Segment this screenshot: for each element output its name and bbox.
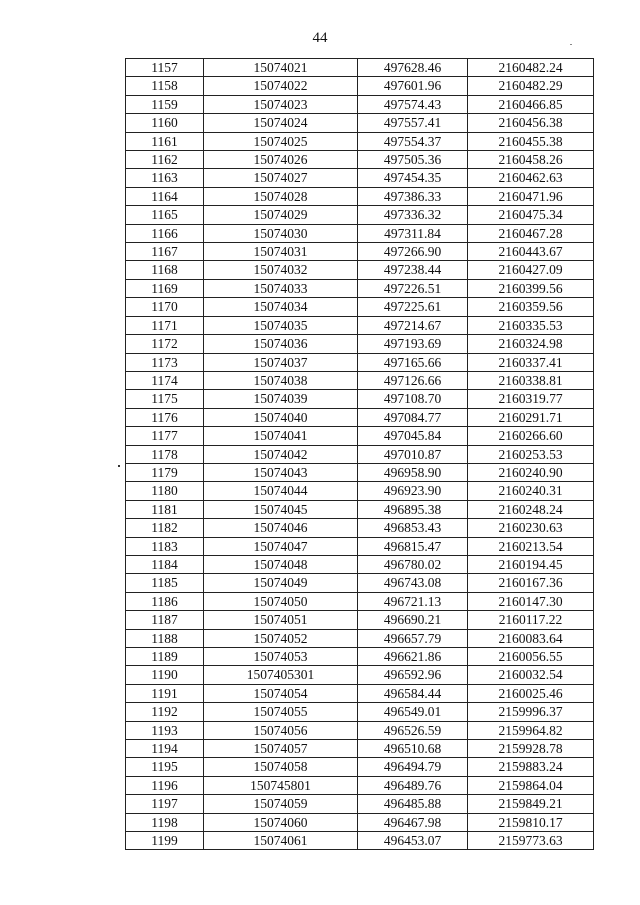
point-number-cell: 1160 xyxy=(126,114,204,132)
point-number-cell: 1172 xyxy=(126,335,204,353)
y-coordinate-cell: 2160291.71 xyxy=(468,408,594,426)
x-coordinate-cell: 496958.90 xyxy=(358,463,468,481)
x-coordinate-cell: 497126.66 xyxy=(358,371,468,389)
x-coordinate-cell: 497628.46 xyxy=(358,59,468,77)
point-number-cell: 1169 xyxy=(126,279,204,297)
y-coordinate-cell: 2160056.55 xyxy=(468,648,594,666)
table-row xyxy=(126,832,594,850)
table-row xyxy=(126,795,594,813)
y-coordinate-cell: 2159996.37 xyxy=(468,703,594,721)
point-number-cell: 1158 xyxy=(126,77,204,95)
y-coordinate-cell: 2160324.98 xyxy=(468,335,594,353)
coordinates-table-body xyxy=(126,59,594,850)
point-code-cell: 15074042 xyxy=(204,445,358,463)
y-coordinate-cell: 2160475.34 xyxy=(468,206,594,224)
y-coordinate-cell: 2159849.21 xyxy=(468,795,594,813)
point-number-cell: 1179 xyxy=(126,463,204,481)
point-number-cell: 1192 xyxy=(126,703,204,721)
table-row xyxy=(126,629,594,647)
y-coordinate-cell: 2160337.41 xyxy=(468,353,594,371)
point-code-cell: 15074043 xyxy=(204,463,358,481)
table-row xyxy=(126,684,594,702)
table-row xyxy=(126,555,594,573)
table-row xyxy=(126,132,594,150)
table-row xyxy=(126,574,594,592)
point-number-cell: 1186 xyxy=(126,592,204,610)
point-code-cell: 15074052 xyxy=(204,629,358,647)
scan-speck xyxy=(570,44,572,45)
y-coordinate-cell: 2160253.53 xyxy=(468,445,594,463)
point-number-cell: 1194 xyxy=(126,740,204,758)
table-row xyxy=(126,261,594,279)
x-coordinate-cell: 496485.88 xyxy=(358,795,468,813)
x-coordinate-cell: 497214.67 xyxy=(358,316,468,334)
table-row xyxy=(126,703,594,721)
y-coordinate-cell: 2160147.30 xyxy=(468,592,594,610)
x-coordinate-cell: 496780.02 xyxy=(358,555,468,573)
point-number-cell: 1177 xyxy=(126,427,204,445)
table-row xyxy=(126,666,594,684)
y-coordinate-cell: 2160335.53 xyxy=(468,316,594,334)
x-coordinate-cell: 497045.84 xyxy=(358,427,468,445)
point-code-cell: 15074036 xyxy=(204,335,358,353)
point-number-cell: 1168 xyxy=(126,261,204,279)
x-coordinate-cell: 497311.84 xyxy=(358,224,468,242)
point-code-cell: 15074024 xyxy=(204,114,358,132)
table-row xyxy=(126,500,594,518)
table-row xyxy=(126,611,594,629)
y-coordinate-cell: 2159964.82 xyxy=(468,721,594,739)
table-row xyxy=(126,408,594,426)
table-row xyxy=(126,224,594,242)
point-number-cell: 1196 xyxy=(126,776,204,794)
y-coordinate-cell: 2160467.28 xyxy=(468,224,594,242)
x-coordinate-cell: 497574.43 xyxy=(358,95,468,113)
point-number-cell: 1188 xyxy=(126,629,204,647)
y-coordinate-cell: 2160117.22 xyxy=(468,611,594,629)
point-code-cell: 15074047 xyxy=(204,537,358,555)
point-code-cell: 15074022 xyxy=(204,77,358,95)
point-code-cell: 15074033 xyxy=(204,279,358,297)
point-code-cell: 15074050 xyxy=(204,592,358,610)
x-coordinate-cell: 497554.37 xyxy=(358,132,468,150)
table-row xyxy=(126,740,594,758)
point-number-cell: 1174 xyxy=(126,371,204,389)
x-coordinate-cell: 496526.59 xyxy=(358,721,468,739)
table-row xyxy=(126,187,594,205)
point-number-cell: 1198 xyxy=(126,813,204,831)
point-number-cell: 1173 xyxy=(126,353,204,371)
x-coordinate-cell: 497601.96 xyxy=(358,77,468,95)
y-coordinate-cell: 2160230.63 xyxy=(468,519,594,537)
x-coordinate-cell: 496467.98 xyxy=(358,813,468,831)
table-row xyxy=(126,776,594,794)
y-coordinate-cell: 2160455.38 xyxy=(468,132,594,150)
point-number-cell: 1187 xyxy=(126,611,204,629)
y-coordinate-cell: 2160083.64 xyxy=(468,629,594,647)
point-number-cell: 1193 xyxy=(126,721,204,739)
y-coordinate-cell: 2160025.46 xyxy=(468,684,594,702)
table-row xyxy=(126,169,594,187)
point-number-cell: 1176 xyxy=(126,408,204,426)
y-coordinate-cell: 2160194.45 xyxy=(468,555,594,573)
x-coordinate-cell: 496895.38 xyxy=(358,500,468,518)
y-coordinate-cell: 2160471.96 xyxy=(468,187,594,205)
point-code-cell: 15074057 xyxy=(204,740,358,758)
point-code-cell: 15074028 xyxy=(204,187,358,205)
x-coordinate-cell: 496453.07 xyxy=(358,832,468,850)
point-code-cell: 15074051 xyxy=(204,611,358,629)
point-number-cell: 1159 xyxy=(126,95,204,113)
x-coordinate-cell: 497225.61 xyxy=(358,298,468,316)
point-code-cell: 1507405301 xyxy=(204,666,358,684)
x-coordinate-cell: 496494.79 xyxy=(358,758,468,776)
point-number-cell: 1189 xyxy=(126,648,204,666)
coordinates-table xyxy=(125,58,594,850)
scan-speck xyxy=(118,465,120,467)
y-coordinate-cell: 2160443.67 xyxy=(468,243,594,261)
point-number-cell: 1182 xyxy=(126,519,204,537)
x-coordinate-cell: 496489.76 xyxy=(358,776,468,794)
y-coordinate-cell: 2160032.54 xyxy=(468,666,594,684)
point-number-cell: 1166 xyxy=(126,224,204,242)
table-row xyxy=(126,151,594,169)
x-coordinate-cell: 496657.79 xyxy=(358,629,468,647)
point-code-cell: 15074025 xyxy=(204,132,358,150)
table-row xyxy=(126,298,594,316)
point-code-cell: 15074044 xyxy=(204,482,358,500)
point-code-cell: 15074060 xyxy=(204,813,358,831)
point-code-cell: 15074038 xyxy=(204,371,358,389)
point-number-cell: 1167 xyxy=(126,243,204,261)
x-coordinate-cell: 496853.43 xyxy=(358,519,468,537)
point-code-cell: 15074023 xyxy=(204,95,358,113)
table-row xyxy=(126,77,594,95)
table-row xyxy=(126,95,594,113)
table-row xyxy=(126,279,594,297)
point-code-cell: 15074058 xyxy=(204,758,358,776)
y-coordinate-cell: 2160240.90 xyxy=(468,463,594,481)
table-row xyxy=(126,648,594,666)
point-code-cell: 15074027 xyxy=(204,169,358,187)
x-coordinate-cell: 497557.41 xyxy=(358,114,468,132)
point-code-cell: 15074021 xyxy=(204,59,358,77)
x-coordinate-cell: 497454.35 xyxy=(358,169,468,187)
point-code-cell: 15074061 xyxy=(204,832,358,850)
point-code-cell: 15074040 xyxy=(204,408,358,426)
point-code-cell: 15074035 xyxy=(204,316,358,334)
y-coordinate-cell: 2160167.36 xyxy=(468,574,594,592)
point-number-cell: 1185 xyxy=(126,574,204,592)
point-number-cell: 1197 xyxy=(126,795,204,813)
x-coordinate-cell: 496923.90 xyxy=(358,482,468,500)
point-number-cell: 1170 xyxy=(126,298,204,316)
point-code-cell: 15074053 xyxy=(204,648,358,666)
point-number-cell: 1190 xyxy=(126,666,204,684)
point-code-cell: 15074056 xyxy=(204,721,358,739)
table-row xyxy=(126,463,594,481)
table-row xyxy=(126,592,594,610)
point-number-cell: 1178 xyxy=(126,445,204,463)
x-coordinate-cell: 496584.44 xyxy=(358,684,468,702)
point-code-cell: 15074048 xyxy=(204,555,358,573)
point-number-cell: 1162 xyxy=(126,151,204,169)
y-coordinate-cell: 2160319.77 xyxy=(468,390,594,408)
x-coordinate-cell: 496621.86 xyxy=(358,648,468,666)
x-coordinate-cell: 496815.47 xyxy=(358,537,468,555)
point-number-cell: 1195 xyxy=(126,758,204,776)
table-row xyxy=(126,243,594,261)
x-coordinate-cell: 497108.70 xyxy=(358,390,468,408)
point-code-cell: 15074030 xyxy=(204,224,358,242)
point-number-cell: 1181 xyxy=(126,500,204,518)
table-row xyxy=(126,335,594,353)
point-number-cell: 1157 xyxy=(126,59,204,77)
table-row xyxy=(126,758,594,776)
y-coordinate-cell: 2159864.04 xyxy=(468,776,594,794)
point-number-cell: 1161 xyxy=(126,132,204,150)
point-code-cell: 15074031 xyxy=(204,243,358,261)
x-coordinate-cell: 497505.36 xyxy=(358,151,468,169)
x-coordinate-cell: 497336.32 xyxy=(358,206,468,224)
point-code-cell: 15074054 xyxy=(204,684,358,702)
table-row xyxy=(126,114,594,132)
point-code-cell: 15074041 xyxy=(204,427,358,445)
y-coordinate-cell: 2160359.56 xyxy=(468,298,594,316)
table-row xyxy=(126,813,594,831)
y-coordinate-cell: 2159883.24 xyxy=(468,758,594,776)
point-code-cell: 15074032 xyxy=(204,261,358,279)
y-coordinate-cell: 2160458.26 xyxy=(468,151,594,169)
y-coordinate-cell: 2160482.24 xyxy=(468,59,594,77)
x-coordinate-cell: 496592.96 xyxy=(358,666,468,684)
x-coordinate-cell: 496743.08 xyxy=(358,574,468,592)
x-coordinate-cell: 496690.21 xyxy=(358,611,468,629)
point-number-cell: 1163 xyxy=(126,169,204,187)
point-number-cell: 1183 xyxy=(126,537,204,555)
table-row xyxy=(126,390,594,408)
table-row xyxy=(126,427,594,445)
table-row xyxy=(126,353,594,371)
y-coordinate-cell: 2160338.81 xyxy=(468,371,594,389)
y-coordinate-cell: 2160427.09 xyxy=(468,261,594,279)
x-coordinate-cell: 496510.68 xyxy=(358,740,468,758)
point-number-cell: 1171 xyxy=(126,316,204,334)
table-row xyxy=(126,482,594,500)
page-number: 44 xyxy=(312,30,328,46)
point-code-cell: 15074037 xyxy=(204,353,358,371)
table-row xyxy=(126,721,594,739)
x-coordinate-cell: 496549.01 xyxy=(358,703,468,721)
x-coordinate-cell: 497165.66 xyxy=(358,353,468,371)
point-code-cell: 15074049 xyxy=(204,574,358,592)
x-coordinate-cell: 497238.44 xyxy=(358,261,468,279)
x-coordinate-cell: 497084.77 xyxy=(358,408,468,426)
point-number-cell: 1191 xyxy=(126,684,204,702)
point-number-cell: 1184 xyxy=(126,555,204,573)
point-code-cell: 15074039 xyxy=(204,390,358,408)
point-number-cell: 1199 xyxy=(126,832,204,850)
point-code-cell: 150745801 xyxy=(204,776,358,794)
table-row xyxy=(126,371,594,389)
table-row xyxy=(126,59,594,77)
y-coordinate-cell: 2160466.85 xyxy=(468,95,594,113)
y-coordinate-cell: 2159773.63 xyxy=(468,832,594,850)
x-coordinate-cell: 497386.33 xyxy=(358,187,468,205)
y-coordinate-cell: 2160456.38 xyxy=(468,114,594,132)
y-coordinate-cell: 2160248.24 xyxy=(468,500,594,518)
y-coordinate-cell: 2160213.54 xyxy=(468,537,594,555)
point-code-cell: 15074046 xyxy=(204,519,358,537)
table-row xyxy=(126,206,594,224)
point-code-cell: 15074029 xyxy=(204,206,358,224)
point-code-cell: 15074045 xyxy=(204,500,358,518)
point-number-cell: 1165 xyxy=(126,206,204,224)
x-coordinate-cell: 497010.87 xyxy=(358,445,468,463)
x-coordinate-cell: 496721.13 xyxy=(358,592,468,610)
point-number-cell: 1175 xyxy=(126,390,204,408)
point-code-cell: 15074026 xyxy=(204,151,358,169)
point-number-cell: 1164 xyxy=(126,187,204,205)
y-coordinate-cell: 2159810.17 xyxy=(468,813,594,831)
y-coordinate-cell: 2160462.63 xyxy=(468,169,594,187)
point-number-cell: 1180 xyxy=(126,482,204,500)
point-code-cell: 15074059 xyxy=(204,795,358,813)
table-row xyxy=(126,316,594,334)
point-code-cell: 15074055 xyxy=(204,703,358,721)
x-coordinate-cell: 497266.90 xyxy=(358,243,468,261)
y-coordinate-cell: 2160266.60 xyxy=(468,427,594,445)
point-code-cell: 15074034 xyxy=(204,298,358,316)
y-coordinate-cell: 2160482.29 xyxy=(468,77,594,95)
y-coordinate-cell: 2160240.31 xyxy=(468,482,594,500)
table-row xyxy=(126,445,594,463)
y-coordinate-cell: 2159928.78 xyxy=(468,740,594,758)
table-row xyxy=(126,519,594,537)
y-coordinate-cell: 2160399.56 xyxy=(468,279,594,297)
x-coordinate-cell: 497193.69 xyxy=(358,335,468,353)
x-coordinate-cell: 497226.51 xyxy=(358,279,468,297)
table-row xyxy=(126,537,594,555)
